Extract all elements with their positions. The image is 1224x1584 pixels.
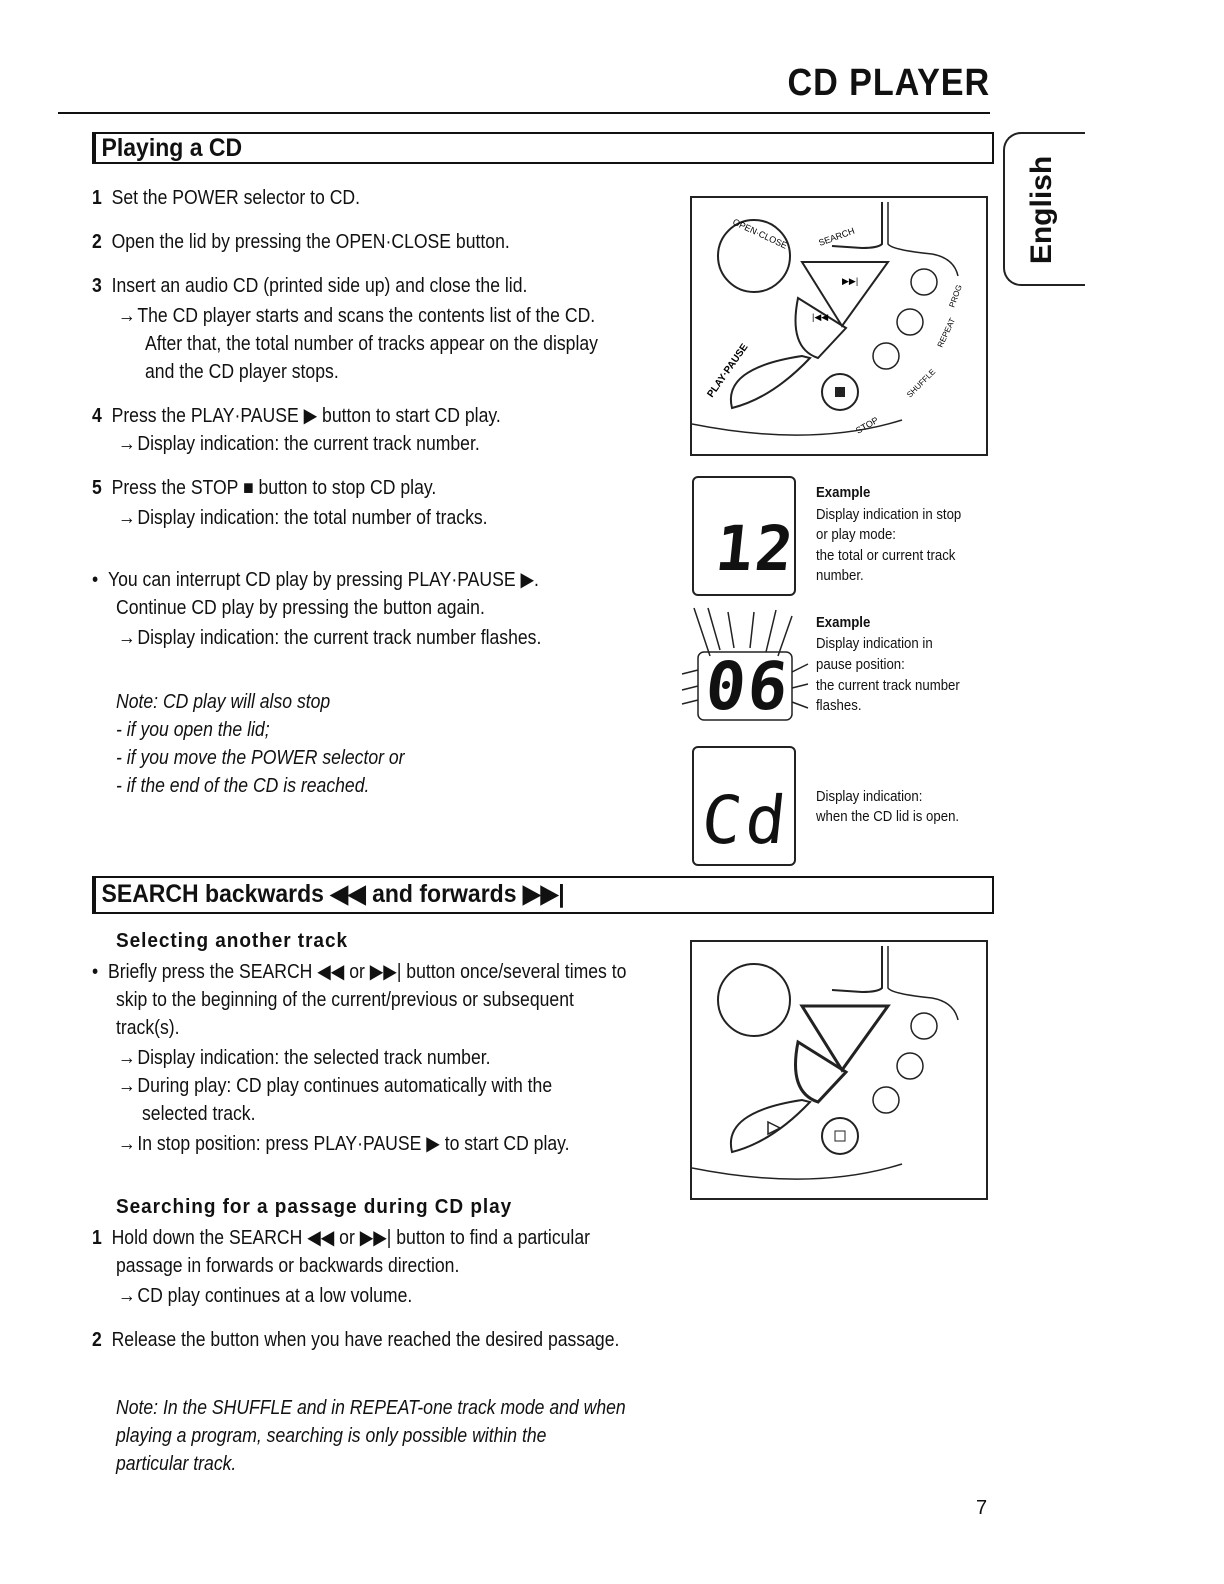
display-caption-line: Display indication: — [816, 788, 923, 805]
display-example-open — [692, 746, 796, 866]
shuffle-label: SHUFFLE — [905, 367, 938, 400]
note-line: playing a program, searching is only possible within the — [116, 1425, 547, 1447]
language-tab-label: English — [1025, 155, 1058, 265]
arrow-icon: → — [118, 305, 136, 327]
step-text: Open the lid by pressing the OPEN·CLOSE button. — [111, 231, 510, 253]
page-number: 7 — [976, 1497, 988, 1519]
arrow-icon: → — [118, 433, 136, 455]
control-panel-drawing — [692, 198, 986, 454]
header-rule — [58, 112, 990, 114]
display-caption-label: Example — [816, 614, 871, 631]
display-example-stop — [692, 476, 799, 596]
arrow-icon: → — [118, 1133, 136, 1155]
display-caption-line: or play mode: — [816, 526, 896, 543]
control-panel-illustration-search — [690, 940, 988, 1200]
search-label: SEARCH — [817, 225, 856, 248]
step-2 — [92, 228, 510, 256]
step-3-result-line: After that, the total number of tracks appear on the display — [145, 333, 598, 355]
stop-square-icon — [835, 387, 845, 397]
step-5-result: →Display indication: the total number of tracks. — [118, 504, 488, 532]
note-line: - if the end of the CD is reached. — [116, 775, 370, 797]
repeat-button-icon — [897, 1053, 923, 1079]
step-3-result-line: and the CD player stops. — [145, 361, 339, 383]
prev-label: |◀◀ — [812, 312, 829, 322]
next-label: ▶▶| — [842, 276, 859, 286]
shuffle-button-icon — [873, 1087, 899, 1113]
display-value: Cd — [697, 782, 794, 859]
bullet-item-line: Continue CD play by pressing the button again. — [116, 597, 485, 619]
display-caption-line: number. — [816, 567, 864, 584]
open-close-button-icon — [718, 964, 790, 1036]
step-text: Set the POWER selector to CD. — [111, 187, 361, 209]
section-heading-box — [92, 876, 994, 914]
prog-button-icon — [911, 269, 937, 295]
display-example-pause — [680, 604, 810, 724]
stop-button-icon — [822, 1118, 858, 1154]
display-value: 12 — [712, 512, 799, 585]
result-line: →During play: CD play continues automatically with the — [118, 1072, 552, 1100]
section-heading-search: SEARCH backwards ◀◀ and forwards ▶▶| — [101, 880, 565, 908]
step-number: 2 — [92, 231, 102, 253]
step-4-result: →Display indication: the current track number. — [118, 430, 480, 458]
result-line: →In stop position: press PLAY·PAUSE ▶ to start CD play. — [118, 1130, 570, 1158]
stop-square-icon — [835, 1131, 845, 1141]
note-line: - if you move the POWER selector or — [116, 747, 405, 769]
subheading: Searching for a passage during CD play — [116, 1196, 513, 1218]
display-caption-line: pause position: — [816, 656, 905, 673]
step-number: 3 — [92, 275, 102, 297]
shuffle-button-icon — [873, 343, 899, 369]
note-line: Note: In the SHUFFLE and in REPEAT-one track mode and when — [116, 1397, 626, 1419]
display-caption-label: Example — [816, 484, 871, 501]
section-heading-playing: Playing a CD — [101, 134, 243, 162]
section-heading-box — [92, 132, 994, 164]
play-pause-label: PLAY·PAUSE — [705, 341, 751, 400]
step-3 — [92, 272, 527, 300]
display-caption-line: flashes. — [816, 697, 862, 714]
bullet-result: →Display indication: the current track number flashes. — [118, 624, 541, 652]
display-caption-line: the total or current track — [816, 547, 956, 564]
step-2: 2 Release the button when you have reached the desired passage. — [92, 1329, 620, 1351]
step-1 — [92, 184, 360, 212]
prev-button-icon — [796, 1042, 847, 1102]
bullet-item: • You can interrupt CD play by pressing PLAY·PAUSE ▶. — [92, 569, 539, 591]
display-value: 06 — [701, 648, 794, 725]
result-line: →Display indication: the selected track number. — [118, 1044, 491, 1072]
note-line: particular track. — [116, 1453, 237, 1475]
step-1-line: passage in forwards or backwards direction. — [116, 1255, 460, 1277]
control-panel-drawing — [692, 942, 986, 1198]
arrow-icon: → — [118, 1075, 136, 1097]
display-caption-line: when the CD lid is open. — [816, 808, 960, 825]
play-pause-button-icon — [731, 1100, 810, 1152]
step-1: 1 Hold down the SEARCH ◀◀ or ▶▶| button to find a particular — [92, 1227, 590, 1249]
note-line: Note: CD play will also stop — [116, 691, 331, 713]
prog-label: PROG — [947, 283, 964, 309]
play-pause-button-icon — [731, 356, 810, 408]
arrow-icon: → — [118, 627, 136, 649]
bullet-icon: • — [92, 961, 99, 983]
subheading: Selecting another track — [116, 930, 348, 952]
result-line: selected track. — [142, 1103, 256, 1125]
step-1-result: →CD play continues at a low volume. — [118, 1282, 412, 1310]
prev-button-icon — [796, 298, 847, 358]
bullet-item-line: track(s). — [116, 1017, 180, 1039]
repeat-label: REPEAT — [935, 316, 958, 349]
bullet-item: • Briefly press the SEARCH ◀◀ or ▶▶| button once/several times to — [92, 961, 627, 983]
page-title: CD PLAYER — [787, 62, 990, 104]
stop-label: STOP — [854, 414, 881, 436]
step-4: 4 Press the PLAY·PAUSE ▶ button to start CD play. — [92, 405, 501, 427]
step-5: 5 Press the STOP ■ button to stop CD play. — [92, 477, 437, 499]
arrow-icon: → — [118, 1047, 136, 1069]
control-panel-illustration — [690, 196, 988, 456]
note-line: - if you open the lid; — [116, 719, 270, 741]
bullet-icon: • — [92, 569, 99, 591]
arrow-icon: → — [118, 507, 136, 529]
language-tab-label-wrap — [1004, 155, 1080, 265]
bullet-item-line: skip to the beginning of the current/previous or subsequent — [116, 989, 574, 1011]
arrow-icon: → — [118, 1285, 136, 1307]
step-number: 1 — [92, 187, 102, 209]
step-text: Insert an audio CD (printed side up) and close the lid. — [111, 275, 528, 297]
display-caption-line: Display indication in stop — [816, 506, 962, 523]
display-caption-line: the current track number — [816, 677, 960, 694]
repeat-button-icon — [897, 309, 923, 335]
display-caption-line: Display indication in — [816, 635, 933, 652]
open-close-label: OPEN·CLOSE — [731, 216, 789, 251]
next-button-icon — [802, 1006, 888, 1070]
step-3-result: →The CD player starts and scans the contents list of the CD. — [118, 302, 595, 330]
prog-button-icon — [911, 1013, 937, 1039]
